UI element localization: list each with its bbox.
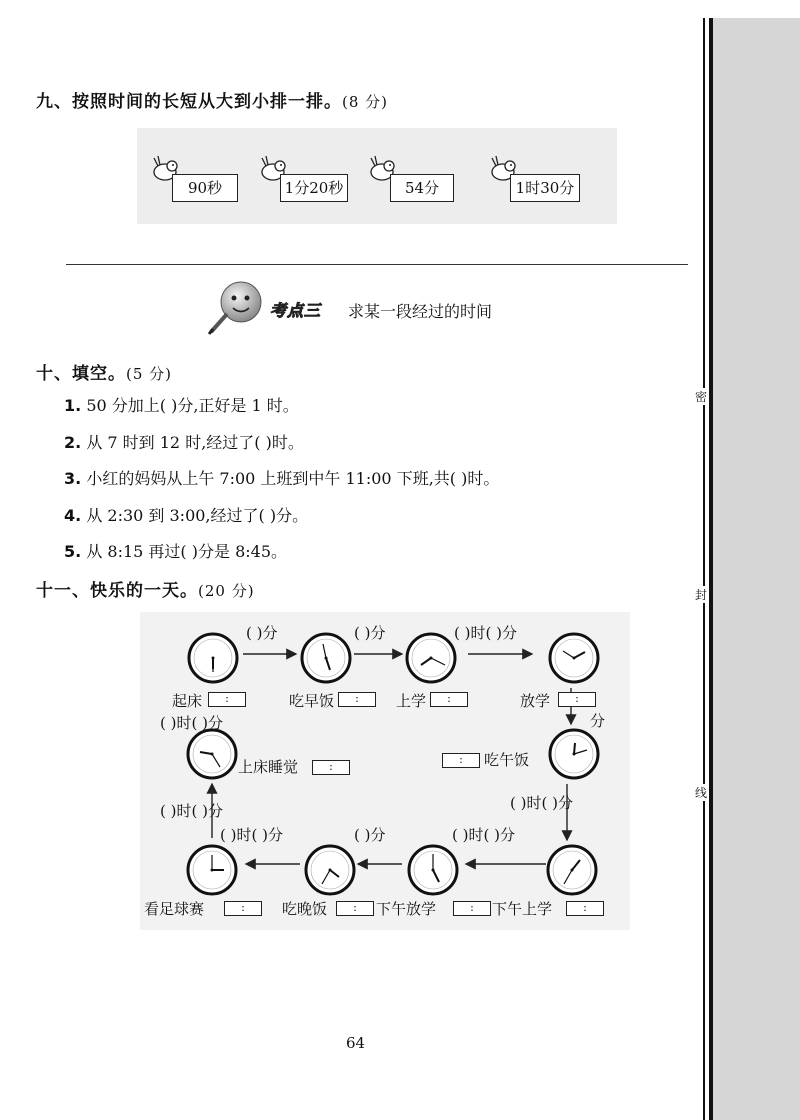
margin-mark-xian: 线 [694, 786, 707, 800]
time-box-out[interactable]: : [558, 692, 596, 707]
section9-title: 九、按照时间的长短从大到小排一排。(8 分) [36, 92, 389, 112]
binding-gutter [713, 18, 800, 1120]
clock-breakfast-icon [302, 634, 350, 682]
label-school: 上学 [396, 692, 427, 710]
margin-mark-mi: 密 [694, 390, 707, 404]
label-wake: 起床 [172, 692, 203, 710]
label-sleep: 上床睡觉 [238, 758, 299, 776]
fill-question-1: 1. 50 分加上( )分,正好是 1 时。 [64, 396, 299, 415]
exam-point-text: 求某一段经过的时间 [348, 302, 493, 321]
page-number: 64 [346, 1034, 366, 1052]
rank-item: 1时30分 [510, 174, 580, 202]
blank-pm-out-to-dinner: ( )分 [354, 826, 386, 844]
blank-sleep-hm: ( )时( )分 [160, 714, 223, 732]
rank-item: 1分20秒 [280, 174, 348, 202]
time-box-football[interactable]: : [224, 901, 262, 916]
blank-pm-school-to-pm-out: ( )时( )分 [452, 826, 515, 844]
clock-out-icon [550, 634, 598, 682]
label-dinner: 吃晚饭 [282, 900, 328, 918]
clock-school-icon [407, 634, 455, 682]
fill-question-4: 4. 从 2:30 到 3:00,经过了( )分。 [64, 506, 309, 525]
clock-sleep-icon [188, 730, 236, 778]
time-box-pm-out[interactable]: : [453, 901, 491, 916]
blank-football-to-sleep: ( )时( )分 [160, 802, 223, 820]
blank-out-to-lunch-min: 分 [590, 712, 606, 730]
clock-football-icon [188, 846, 236, 894]
section11-title: 十一、快乐的一天。(20 分) [36, 581, 255, 601]
label-football: 看足球赛 [144, 900, 205, 918]
time-box-dinner[interactable]: : [336, 901, 374, 916]
time-box-breakfast[interactable]: : [338, 692, 376, 707]
label-breakfast: 吃早饭 [289, 692, 335, 710]
clock-dinner-icon [306, 846, 354, 894]
blank-school-to-out: ( )时( )分 [454, 624, 517, 642]
time-box-pm-school[interactable]: : [566, 901, 604, 916]
binding-line-outer [703, 18, 705, 1120]
section10-title: 十、填空。(5 分) [36, 364, 173, 384]
fill-question-5: 5. 从 8:15 再过( )分是 8:45。 [64, 542, 288, 561]
blank-lunch-to-pm-school: ( )时( )分 [510, 794, 573, 812]
label-pm-school: 下午上学 [492, 900, 553, 918]
label-out: 放学 [520, 692, 551, 710]
label-pm-out: 下午放学 [376, 900, 437, 918]
clock-pm-out-icon [409, 846, 457, 894]
schedule-diagram [140, 612, 630, 930]
blank-breakfast-to-school: ( )分 [354, 624, 386, 642]
time-box-school[interactable]: : [430, 692, 468, 707]
time-box-lunch[interactable]: : [442, 753, 480, 768]
rank-item: 54分 [390, 174, 454, 202]
exam-point-badge: 考点三 [270, 301, 322, 320]
label-lunch: 吃午饭 [484, 751, 530, 769]
smiley-mascot-icon [205, 278, 267, 338]
clock-wake-icon [189, 634, 237, 682]
clock-pm-school-icon [548, 846, 596, 894]
blank-dinner-to-football: ( )时( )分 [220, 826, 283, 844]
rank-item: 90秒 [172, 174, 238, 202]
clock-lunch-icon [550, 730, 598, 778]
binding-line-inner [709, 18, 713, 1120]
fill-question-2: 2. 从 7 时到 12 时,经过了( )时。 [64, 433, 304, 452]
daily-schedule-figure [140, 612, 630, 930]
time-box-sleep[interactable]: : [312, 760, 350, 775]
margin-mark-feng: 封 [694, 588, 707, 602]
blank-wake-to-breakfast: ( )分 [246, 624, 278, 642]
fill-question-3: 3. 小红的妈妈从上午 7:00 上班到中午 11:00 下班,共( )时。 [64, 469, 500, 488]
time-box-wake[interactable]: : [208, 692, 246, 707]
section-divider [66, 264, 688, 265]
